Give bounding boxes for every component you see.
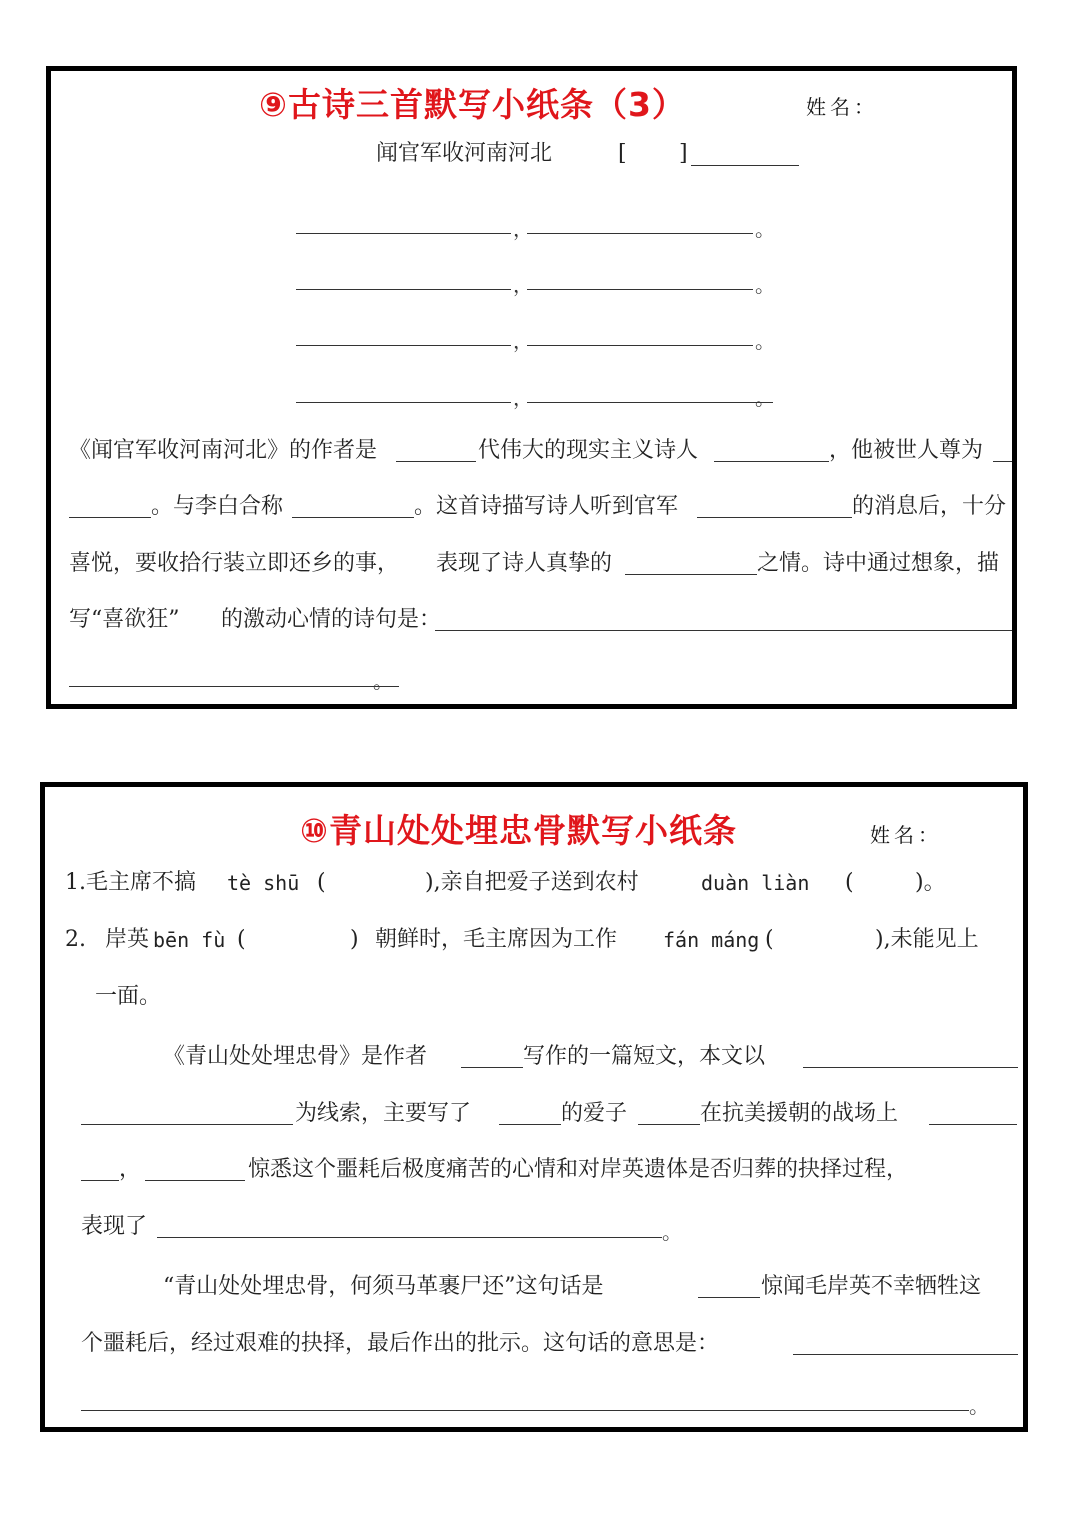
blank-feeling[interactable] <box>625 574 757 575</box>
para-text: 喜悦，要收拾行装立即还乡的事， <box>69 551 400 576</box>
blank-clue-a[interactable] <box>803 1067 1018 1068</box>
q1-answer-1[interactable] <box>335 893 425 894</box>
name-label: 姓名： <box>806 95 878 119</box>
q1-paren-open: ( <box>845 870 854 895</box>
blank-clue-b[interactable] <box>81 1124 293 1125</box>
q2-paren-open: ( <box>237 927 246 952</box>
q1-text: 1.毛主席不搞 <box>65 870 196 895</box>
dictation-card-9 <box>46 66 1017 709</box>
blank-meaning-b[interactable] <box>81 1410 969 1411</box>
blank-son[interactable] <box>638 1124 700 1125</box>
q1-paren-open: ( <box>317 870 326 895</box>
blank-event-b[interactable] <box>81 1180 119 1181</box>
blank-expression[interactable] <box>157 1237 662 1238</box>
para-text: ，他被世人尊为 <box>829 438 984 463</box>
name-field[interactable] <box>955 843 1015 844</box>
q2-pinyin-2: fán máng <box>663 928 760 952</box>
card-title: ⑩青山处处埋忠骨默写小纸条 <box>300 811 737 850</box>
q1-text: )。 <box>915 870 946 895</box>
q2-answer-1[interactable] <box>250 950 345 951</box>
q2-answer-2[interactable] <box>780 950 870 951</box>
para-text: 表现了诗人真挚的 <box>436 551 613 576</box>
para1-text: 写作的一篇短文，本文以 <box>523 1044 766 1069</box>
q2-paren-close: ) <box>350 927 359 952</box>
blank-honor-b[interactable] <box>69 517 151 518</box>
para2-text: 惊闻毛岸英不幸牺牲这 <box>761 1274 982 1299</box>
para-text: 的激动心情的诗句是： <box>221 607 442 632</box>
blank-verse-a[interactable] <box>435 630 1015 631</box>
para1-text: 在抗美援朝的战场上 <box>700 1101 899 1126</box>
q2-text: 朝鲜时，毛主席因为工作 <box>375 927 618 952</box>
para1-text: ， <box>119 1157 142 1182</box>
para2-text: 个噩耗后，经过艰难的抉择，最后作出的批示。这句话的意思是： <box>81 1331 720 1356</box>
blank-meaning-a[interactable] <box>793 1354 1018 1355</box>
poem-line-4-b[interactable] <box>527 402 773 403</box>
dictation-card-10 <box>40 782 1028 1432</box>
q2-text: ),未能见上 <box>875 927 979 952</box>
poem-comma: ， <box>513 386 533 410</box>
poem-period: 。 <box>755 217 775 241</box>
poem-period: 。 <box>755 386 775 410</box>
bracket-close: ] <box>679 141 688 166</box>
para-text: 。这首诗描写诗人听到官军 <box>414 494 679 519</box>
para1-text: 惊悉这个噩耗后极度痛苦的心情和对岸英遗体是否归葬的抉择过程， <box>248 1157 909 1182</box>
poem-line-4-a[interactable] <box>296 402 511 403</box>
para-text: 代伟大的现实主义诗人 <box>478 438 699 463</box>
blank-who[interactable] <box>499 1124 561 1125</box>
poem-title: 闻官军收河南河北 <box>376 141 553 166</box>
para1-text: 的爱子 <box>561 1101 628 1126</box>
para2-text: “青山处处埋忠骨，何须马革裹尸还”这句话是 <box>163 1274 604 1299</box>
poem-line-3-a[interactable] <box>296 345 511 346</box>
blank-author[interactable] <box>461 1067 523 1068</box>
poem-line-2-a[interactable] <box>296 289 511 290</box>
q2-number: 2. <box>65 927 86 952</box>
para1-period: 。 <box>662 1220 682 1244</box>
para2-period: 。 <box>969 1394 989 1418</box>
para-text: 之情。诗中通过想象，描 <box>757 551 1000 576</box>
blank-honor-a[interactable] <box>993 461 1017 462</box>
para1-text: 《青山处处埋忠骨》是作者 <box>163 1044 428 1069</box>
q1-text: ),亲自把爱子送到农村 <box>425 870 639 895</box>
blank-person[interactable] <box>145 1180 245 1181</box>
author-blank[interactable] <box>691 165 799 166</box>
poem-comma: ， <box>513 217 533 241</box>
para-text: 的消息后，十分 <box>852 494 1007 519</box>
para1-text: 为线索，主要写了 <box>295 1101 472 1126</box>
blank-verse-b[interactable] <box>69 686 399 687</box>
poem-comma: ， <box>513 329 533 353</box>
poem-line-1-b[interactable] <box>527 233 753 234</box>
para-text: 写“喜欲狂” <box>69 607 180 632</box>
blank-event-a[interactable] <box>929 1124 1017 1125</box>
para-text: 。与李白合称 <box>151 494 284 519</box>
q1-pinyin-1: tè shū <box>227 871 300 895</box>
name-label: 姓名： <box>870 823 942 847</box>
poem-period: 。 <box>755 329 775 353</box>
blank-news[interactable] <box>697 517 852 518</box>
blank-poet[interactable] <box>714 461 829 462</box>
bracket-open: [ <box>618 141 627 166</box>
q2-pinyin-1: bēn fù <box>153 928 226 952</box>
q2-text: 一面。 <box>95 984 162 1009</box>
para1-text: 表现了 <box>81 1214 148 1239</box>
poem-line-2-b[interactable] <box>527 289 753 290</box>
q1-pinyin-2: duàn liàn <box>701 871 810 895</box>
q2-paren-open: ( <box>765 927 774 952</box>
q1-answer-2[interactable] <box>860 893 915 894</box>
para-period: 。 <box>373 669 393 693</box>
poem-line-3-b[interactable] <box>527 345 753 346</box>
poem-line-1-a[interactable] <box>296 233 511 234</box>
name-field[interactable] <box>891 115 1001 116</box>
poem-comma: ， <box>513 273 533 297</box>
blank-co-name[interactable] <box>292 517 414 518</box>
blank-speaker[interactable] <box>698 1297 760 1298</box>
para-text: 《闻官军收河南河北》的作者是 <box>69 438 378 463</box>
card-title: ⑨古诗三首默写小纸条（3） <box>259 85 686 124</box>
blank-dynasty[interactable] <box>396 461 476 462</box>
poem-period: 。 <box>755 273 775 297</box>
q2-text: 岸英 <box>105 927 150 952</box>
